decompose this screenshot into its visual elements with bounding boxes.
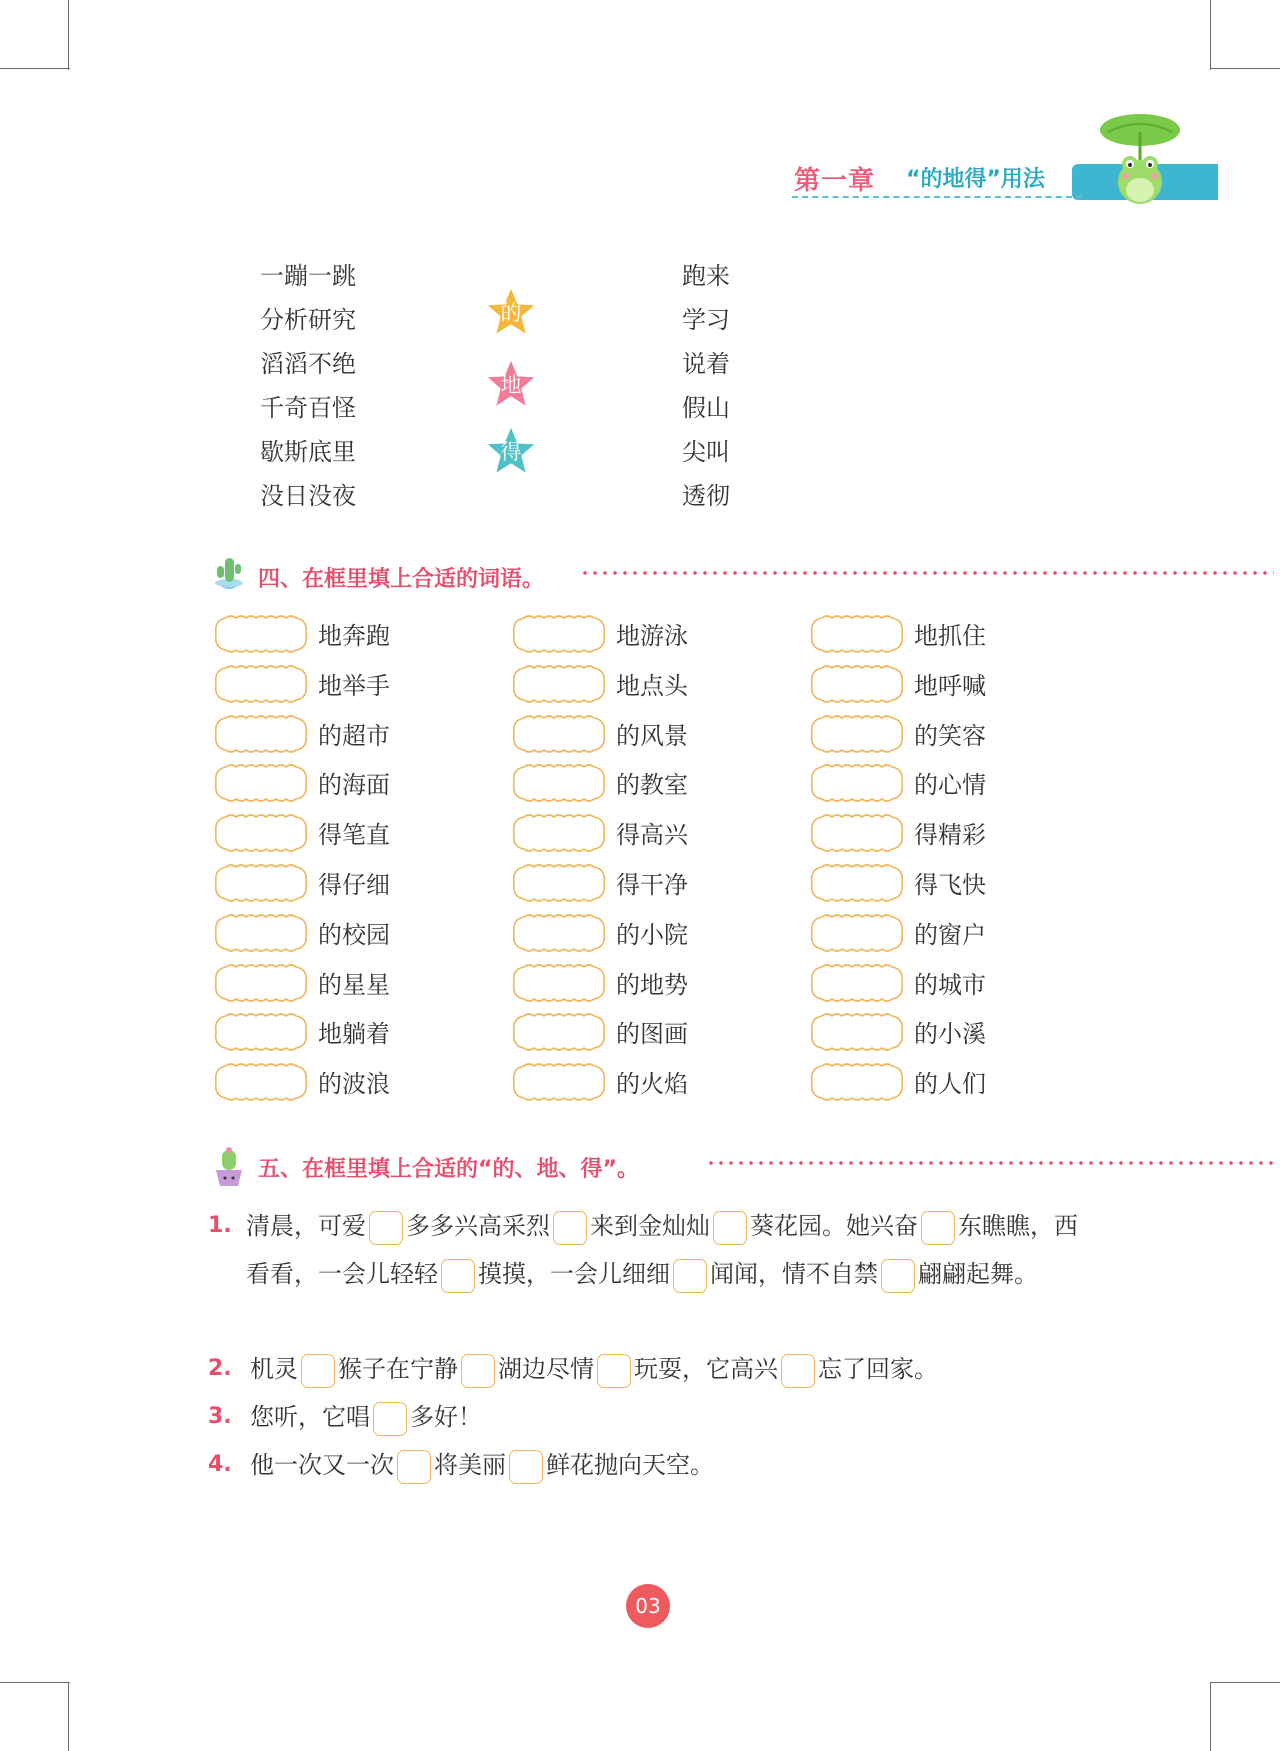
sentence-segment: 翩翩起舞。 bbox=[918, 1260, 1038, 1288]
crop-mark bbox=[1210, 0, 1211, 70]
answer-box[interactable] bbox=[808, 1012, 906, 1052]
answer-box[interactable] bbox=[212, 1062, 310, 1102]
answer-box-outline bbox=[812, 815, 903, 851]
answer-blank[interactable] bbox=[781, 1354, 815, 1388]
answer-blank[interactable] bbox=[673, 1259, 707, 1293]
fill-in-word: 的小溪 bbox=[914, 1020, 986, 1049]
answer-box-outline bbox=[812, 1064, 903, 1100]
fill-in-word: 的图画 bbox=[616, 1020, 688, 1049]
answer-box[interactable] bbox=[510, 963, 608, 1003]
fill-in-word: 的城市 bbox=[914, 970, 986, 999]
answer-box[interactable] bbox=[808, 763, 906, 803]
answer-box[interactable] bbox=[808, 963, 906, 1003]
section5-heading-text: 五、在框里填上合适的“的、地、得”。 bbox=[258, 1157, 639, 1182]
answer-box-outline bbox=[216, 1064, 307, 1100]
answer-box-outline bbox=[812, 765, 903, 801]
fill-in-item bbox=[808, 861, 1068, 905]
crop-mark bbox=[68, 1682, 69, 1751]
fill-in-item bbox=[212, 1060, 472, 1104]
fill-in-item bbox=[510, 811, 770, 855]
answer-box-outline bbox=[216, 915, 307, 951]
answer-box[interactable] bbox=[212, 664, 310, 704]
fill-in-word: 的星星 bbox=[318, 970, 390, 999]
star-di[interactable] bbox=[481, 354, 541, 414]
fill-in-word: 得飞快 bbox=[914, 871, 986, 899]
fill-in-item bbox=[212, 961, 472, 1005]
answer-box-outline bbox=[514, 1064, 605, 1100]
fill-in-word: 的小院 bbox=[616, 920, 688, 949]
fill-in-item bbox=[808, 961, 1068, 1005]
answer-box[interactable] bbox=[510, 863, 608, 903]
answer-blank[interactable] bbox=[881, 1259, 915, 1293]
fill-in-word: 的教室 bbox=[616, 771, 688, 800]
chapter-label: 第一章 bbox=[794, 166, 876, 196]
sentence-segment: 湖边尽情 bbox=[498, 1355, 594, 1383]
answer-box[interactable] bbox=[808, 863, 906, 903]
fill-in-word: 得仔细 bbox=[318, 871, 390, 899]
match-right-word[interactable]: 透彻 bbox=[682, 482, 730, 510]
answer-box-outline bbox=[812, 915, 903, 951]
sentence-segment: 鲜花抛向天空。 bbox=[546, 1451, 714, 1479]
star-char: 的 bbox=[500, 301, 522, 325]
answer-box-outline bbox=[812, 716, 903, 752]
fill-in-item bbox=[212, 1010, 472, 1054]
fill-in-word: 的风景 bbox=[616, 721, 688, 750]
fill-in-word: 地抓住 bbox=[914, 622, 986, 650]
sentence-segment: 摸摸，一会儿细细 bbox=[478, 1260, 670, 1288]
answer-box[interactable] bbox=[212, 714, 310, 754]
fill-in-word: 的窗户 bbox=[914, 920, 986, 949]
fill-in-word: 地呼喊 bbox=[914, 671, 986, 700]
answer-box-outline bbox=[514, 865, 605, 901]
sentence-segment: 清晨，可爱 bbox=[246, 1212, 366, 1240]
answer-box-outline bbox=[812, 666, 903, 702]
match-right-word[interactable]: 跑来 bbox=[682, 262, 730, 290]
match-left-word[interactable]: 滔滔不绝 bbox=[260, 350, 356, 378]
chapter-title: “的地得”用法 bbox=[906, 167, 1045, 192]
sentence-body bbox=[246, 1202, 1078, 1298]
answer-box-outline bbox=[216, 765, 307, 801]
sentence-segment: 闻闻，情不自禁 bbox=[710, 1260, 878, 1288]
answer-box[interactable] bbox=[510, 763, 608, 803]
answer-box[interactable] bbox=[212, 614, 310, 654]
sentence-segment: 机灵 bbox=[250, 1355, 298, 1383]
sentence-body bbox=[250, 1441, 1082, 1489]
fill-in-item bbox=[212, 911, 472, 955]
answer-box-outline bbox=[514, 915, 605, 951]
section5-heading bbox=[208, 1142, 1068, 1192]
answer-box-outline bbox=[216, 616, 307, 652]
sentence-body bbox=[250, 1345, 1082, 1393]
fill-in-item bbox=[510, 911, 770, 955]
sentence-segment: 葵花园。她兴奋 bbox=[750, 1212, 918, 1240]
sentence-number: 3. bbox=[208, 1404, 232, 1429]
fill-in-item bbox=[212, 662, 472, 706]
answer-box[interactable] bbox=[808, 614, 906, 654]
answer-box[interactable] bbox=[510, 813, 608, 853]
answer-box[interactable] bbox=[510, 913, 608, 953]
crop-mark bbox=[0, 68, 70, 69]
fill-in-item bbox=[212, 811, 472, 855]
fill-in-item bbox=[510, 612, 770, 656]
fill-in-item bbox=[212, 761, 472, 805]
sentence-segment: 猴子在宁静 bbox=[338, 1355, 458, 1383]
sentence-segment: 多多兴高采烈 bbox=[406, 1212, 550, 1240]
match-left-word[interactable]: 一蹦一跳 bbox=[260, 262, 356, 290]
answer-box-outline bbox=[514, 765, 605, 801]
fill-in-item bbox=[808, 761, 1068, 805]
fill-in-item bbox=[808, 712, 1068, 756]
fill-in-word: 地游泳 bbox=[616, 622, 688, 650]
fill-in-item bbox=[808, 1060, 1068, 1104]
fill-in-item bbox=[212, 712, 472, 756]
answer-box-outline bbox=[216, 1014, 307, 1050]
fill-in-word: 得干净 bbox=[616, 871, 688, 899]
section4-heading-text: 四、在框里填上合适的词语。 bbox=[258, 567, 545, 592]
answer-box[interactable] bbox=[510, 1062, 608, 1102]
crop-mark bbox=[1210, 1682, 1211, 1751]
answer-blank[interactable] bbox=[441, 1259, 475, 1293]
answer-box[interactable] bbox=[212, 813, 310, 853]
fill-in-word: 得精彩 bbox=[914, 821, 986, 850]
fill-in-word: 的海面 bbox=[318, 771, 390, 800]
answer-box[interactable] bbox=[808, 1062, 906, 1102]
answer-box-outline bbox=[216, 716, 307, 752]
fill-in-word: 地躺着 bbox=[318, 1020, 390, 1049]
frog-icon bbox=[1090, 110, 1190, 210]
sentence-segment: 他一次又一次 bbox=[250, 1451, 394, 1479]
fill-in-word: 地举手 bbox=[318, 671, 390, 700]
answer-box[interactable] bbox=[212, 863, 310, 903]
answer-box[interactable] bbox=[510, 614, 608, 654]
chapter-header bbox=[790, 110, 1230, 210]
fill-in-word: 得笔直 bbox=[318, 821, 390, 850]
answer-box[interactable] bbox=[510, 714, 608, 754]
answer-box-outline bbox=[216, 865, 307, 901]
crop-mark bbox=[1210, 1682, 1280, 1683]
answer-box-outline bbox=[514, 965, 605, 1001]
answer-box[interactable] bbox=[212, 763, 310, 803]
answer-blank[interactable] bbox=[301, 1354, 335, 1388]
fill-in-word: 的波浪 bbox=[318, 1070, 390, 1099]
fill-in-item bbox=[510, 761, 770, 805]
cactus-pot-icon bbox=[208, 1142, 250, 1188]
answer-box[interactable] bbox=[212, 1012, 310, 1052]
answer-blank[interactable] bbox=[597, 1354, 631, 1388]
match-left-word[interactable]: 歇斯底里 bbox=[260, 438, 356, 466]
fill-in-item bbox=[510, 662, 770, 706]
answer-blank[interactable] bbox=[461, 1354, 495, 1388]
match-right-word[interactable]: 学习 bbox=[682, 306, 730, 334]
fill-in-item bbox=[808, 612, 1068, 656]
fill-in-word: 得高兴 bbox=[616, 821, 688, 850]
page-number: 03 bbox=[626, 1584, 670, 1628]
cactus-icon bbox=[208, 552, 250, 598]
sentence-number: 4. bbox=[208, 1452, 232, 1477]
sentence-body bbox=[250, 1393, 1082, 1441]
crop-mark bbox=[1210, 68, 1280, 69]
match-left-word[interactable]: 没日没夜 bbox=[260, 482, 356, 510]
answer-box-outline bbox=[514, 1014, 605, 1050]
match-left-word[interactable]: 分析研究 bbox=[260, 306, 356, 334]
fill-in-item bbox=[510, 1060, 770, 1104]
answer-box-outline bbox=[514, 666, 605, 702]
answer-box-outline bbox=[216, 815, 307, 851]
answer-box-outline bbox=[514, 716, 605, 752]
fill-in-item bbox=[808, 811, 1068, 855]
answer-box[interactable] bbox=[808, 664, 906, 704]
sentence-segment: 将美丽 bbox=[434, 1451, 506, 1479]
fill-in-item bbox=[808, 662, 1068, 706]
sentence-number: 1. bbox=[208, 1213, 232, 1238]
sentence-segment: 玩耍，它高兴 bbox=[634, 1355, 778, 1383]
answer-blank[interactable] bbox=[713, 1211, 747, 1245]
match-right-word[interactable]: 说着 bbox=[682, 350, 730, 378]
fill-in-item bbox=[510, 712, 770, 756]
answer-box[interactable] bbox=[510, 1012, 608, 1052]
crop-mark bbox=[68, 0, 69, 70]
answer-box-outline bbox=[514, 815, 605, 851]
answer-blank[interactable] bbox=[553, 1211, 587, 1245]
match-right-word[interactable]: 假山 bbox=[682, 394, 730, 422]
answer-blank[interactable] bbox=[921, 1211, 955, 1245]
fill-in-item bbox=[510, 961, 770, 1005]
answer-blank[interactable] bbox=[373, 1402, 407, 1436]
star-de[interactable] bbox=[481, 282, 541, 342]
dotted-leader bbox=[706, 1160, 1274, 1166]
answer-box-outline bbox=[812, 1014, 903, 1050]
sentence-number: 2. bbox=[208, 1356, 232, 1381]
fill-in-word: 的心情 bbox=[914, 771, 986, 800]
section4-heading bbox=[208, 552, 1068, 602]
answer-box-outline bbox=[216, 666, 307, 702]
answer-box-outline bbox=[812, 965, 903, 1001]
fill-in-word: 的地势 bbox=[616, 970, 688, 999]
answer-box[interactable] bbox=[212, 963, 310, 1003]
fill-in-item bbox=[212, 861, 472, 905]
fill-in-word: 的火焰 bbox=[616, 1070, 688, 1099]
answer-blank[interactable] bbox=[509, 1450, 543, 1484]
sentence-segment: 东瞧瞧，西看看，一会儿轻轻 bbox=[246, 1212, 1078, 1288]
sentence-segment: 您听，它唱 bbox=[250, 1403, 370, 1431]
answer-blank[interactable] bbox=[369, 1211, 403, 1245]
answer-blank[interactable] bbox=[397, 1450, 431, 1484]
fill-in-word: 的人们 bbox=[914, 1070, 986, 1099]
dotted-leader bbox=[580, 570, 1274, 576]
answer-box[interactable] bbox=[808, 714, 906, 754]
answer-box-outline bbox=[514, 616, 605, 652]
fill-in-item bbox=[510, 1010, 770, 1054]
fill-in-word: 的超市 bbox=[318, 721, 390, 750]
fill-in-word: 地奔跑 bbox=[318, 622, 390, 650]
crop-mark bbox=[0, 1682, 70, 1683]
answer-box-outline bbox=[216, 965, 307, 1001]
answer-box[interactable] bbox=[212, 913, 310, 953]
match-left-word[interactable]: 千奇百怪 bbox=[260, 394, 356, 422]
sentence-segment: 多好！ bbox=[410, 1403, 482, 1431]
answer-box-outline bbox=[812, 865, 903, 901]
answer-box[interactable] bbox=[808, 813, 906, 853]
sentence-segment: 来到金灿灿 bbox=[590, 1212, 710, 1240]
star-char: 地 bbox=[500, 373, 522, 397]
fill-in-item bbox=[808, 911, 1068, 955]
fill-in-word: 的校园 bbox=[318, 920, 390, 949]
fill-in-item bbox=[510, 861, 770, 905]
fill-in-word: 地点头 bbox=[616, 671, 688, 700]
fill-in-word: 的笑容 bbox=[914, 721, 986, 750]
answer-box-outline bbox=[812, 616, 903, 652]
fill-in-item bbox=[808, 1010, 1068, 1054]
star-char: 得 bbox=[500, 440, 522, 464]
fill-in-item bbox=[212, 612, 472, 656]
match-right-word[interactable]: 尖叫 bbox=[682, 438, 730, 466]
answer-box[interactable] bbox=[808, 913, 906, 953]
sentence-segment: 忘了回家。 bbox=[818, 1355, 938, 1383]
star-de2[interactable] bbox=[481, 421, 541, 481]
answer-box[interactable] bbox=[510, 664, 608, 704]
